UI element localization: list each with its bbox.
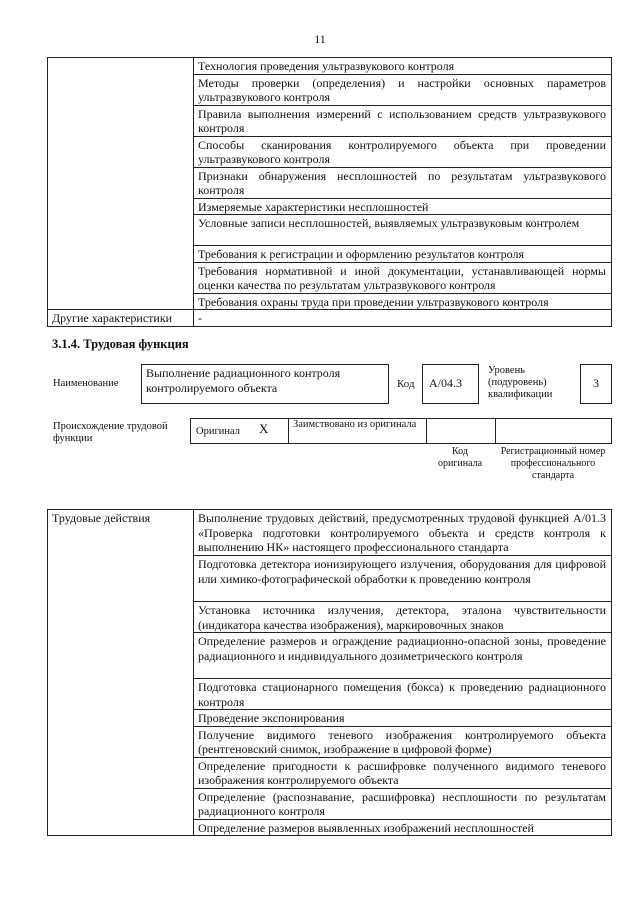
code-value-box — [422, 364, 479, 404]
other-characteristics-label: Другие характеристики — [48, 310, 194, 327]
code-label: Код — [397, 378, 415, 390]
name-value: Выполнение радиационного контроля контролируемого объекта — [146, 366, 341, 395]
code-value: A/04.3 — [429, 376, 462, 390]
table-row: Технология проведения ультразвукового контроля — [194, 58, 612, 75]
level-value-box — [580, 364, 612, 404]
table-row: Определение размеров и ограждение радиационно-опасной зоны, проведение радиационного и индивидуального дозиметрического контроля — [194, 633, 612, 679]
table-row: Условные записи несплошностей, выявляемых ультразвуковым контролем — [194, 215, 612, 246]
table-row: Требования охраны труда при проведении ультразвукового контроля — [194, 293, 612, 310]
table-row: Методы проверки (определения) и настройки основных параметров ультразвукового контроля — [194, 74, 612, 105]
table-row: Измеряемые характеристики несплошностей — [194, 198, 612, 215]
table-row: Выполнение трудовых действий, предусмотренных трудовой функцией A/01.3 «Проверка подготовки контролируемого объекта и средств контроля к выполнению НК» настоящего профессионального стандарта — [194, 510, 612, 556]
table-row: Подготовка детектора ионизирующего излучения, оборудования для цифровой или химико-фотографической обработки к проведению контроля — [194, 556, 612, 602]
knowledge-table — [47, 57, 612, 327]
table-row: Установка источника излучения, детектора, эталона чувствительности (индикатора качества изображения), маркировочных знаков — [194, 602, 612, 633]
borrowed-label: Заимствовано из оригинала — [293, 419, 417, 430]
empty-label-cell — [48, 58, 194, 310]
table-row: Определение пригодности к расшифровке полученного видимого теневого изображения контролируемого объекта — [194, 757, 612, 788]
name-value-box — [141, 364, 389, 404]
registration-number-caption: Регистрационный номер профессионального стандарта — [500, 446, 606, 481]
table-row: Признаки обнаружения несплошностей по результатам ультразвукового контроля — [194, 167, 612, 198]
table-row: Определение (распознавание, расшифровка) несплошности по результатам радиационного контроля — [194, 788, 612, 819]
page-number: 11 — [314, 32, 326, 46]
table-row: Подготовка стационарного помещения (бокса) к проведению радиационного контроля — [194, 679, 612, 710]
level-label: Уровень (подуровень) квалификации — [488, 365, 553, 400]
table-row: Требования к регистрации и оформлению результатов контроля — [194, 246, 612, 263]
original-code-caption: Код оригинала — [437, 446, 483, 469]
table-row: Правила выполнения измерений с использованием средств ультразвукового контроля — [194, 105, 612, 136]
table-row: Проведение экспонирования — [194, 710, 612, 727]
labor-actions-table — [47, 509, 612, 836]
table-row: Способы сканирования контролируемого объекта при проведении ультразвукового контроля — [194, 136, 612, 167]
table-row: Требования нормативной и иной документации, устанавливающей нормы оценки качества по результатам ультразвукового контроля — [194, 262, 612, 293]
name-label: Наименование — [53, 378, 119, 389]
table-row: Определение размеров выявленных изображений несплошностей — [194, 819, 612, 836]
labor-actions-label: Трудовые действия — [48, 510, 194, 836]
table-row: Получение видимого теневого изображения контролируемого объекта (рентгеновский снимок, изображение в цифровой форме) — [194, 726, 612, 757]
original-label: Оригинал — [196, 426, 240, 437]
level-value-text: 3 — [593, 376, 599, 390]
section-heading: 3.1.4. Трудовая функция — [52, 337, 189, 351]
original-mark: X — [259, 421, 269, 436]
other-characteristics-value: - — [194, 310, 612, 327]
origin-label: Происхождение трудовой функции — [53, 421, 168, 444]
